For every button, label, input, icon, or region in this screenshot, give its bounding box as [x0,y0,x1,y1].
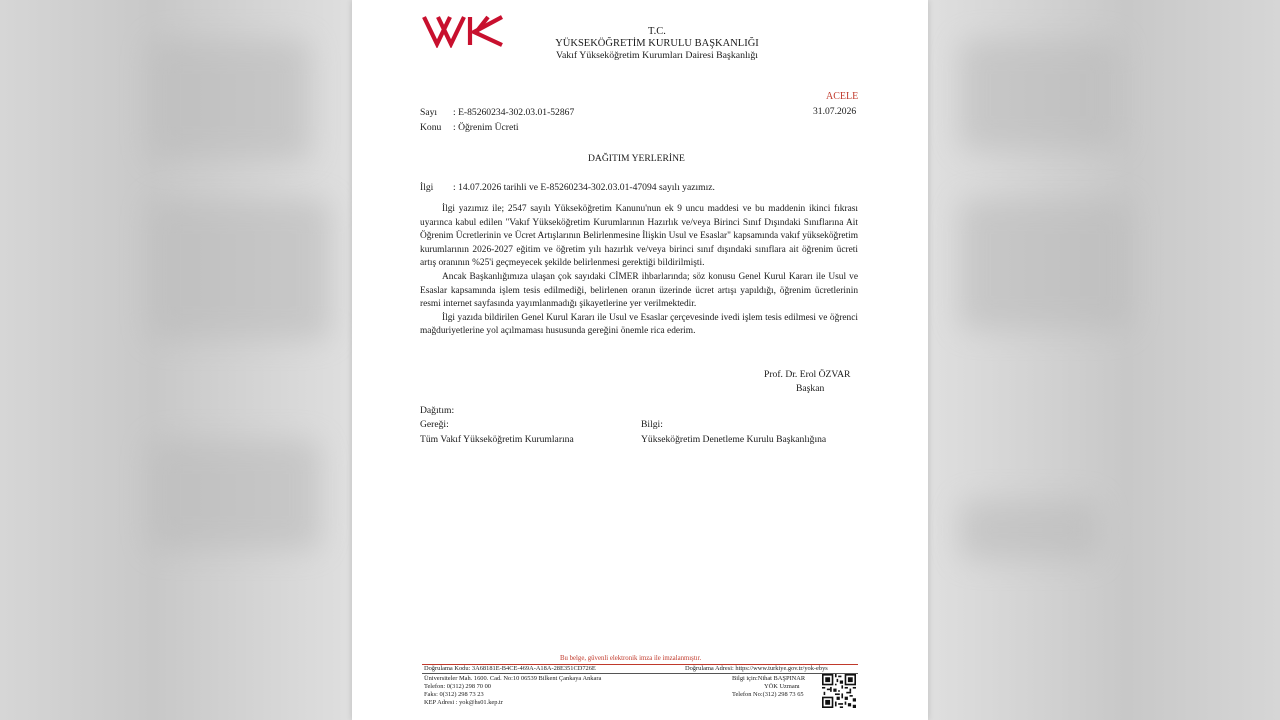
gereği-label: Gereği: [420,419,449,430]
body-paragraph: İlgi yazıda bildirilen Genel Kurul Kararı ile Usul ve Esaslar çerçevesinde ivedi işlem tesis edilmesi ve öğrenci mağduriyetlerine yol açılmaması hususunda gereğini önemle rica ederim. [420,312,858,337]
addressee: DAĞITIM YERLERİNE [588,153,685,164]
sayi-value: : E-85260234-302.03.01-52867 [453,107,575,118]
konu-value: : Öğrenim Ücreti [453,122,519,133]
footer-divider [422,673,858,674]
qr-code-icon [822,674,856,708]
background-blur-shape [960,200,1130,330]
background-blur-shape [150,40,310,160]
institution-name: YÜKSEKÖĞRETİM KURULU BAŞKANLIĞI [555,38,759,49]
document-date: 31.07.2026 [813,106,857,117]
verification-code: Doğrulama Kodu: 3A68181E-B4CE-469A-A18A-28E351CD726E [424,665,596,672]
konu-label: Konu [420,122,442,133]
office-phone: Telefon: 0(312) 298 70 00 [424,683,491,690]
bilgi-recipient: Yükseköğretim Denetleme Kurulu Başkanlığına [641,434,827,445]
verification-address: Doğrulama Adresi: https://www.turkiye.gov.tr/yok-ebys [685,665,828,672]
signatory-name: Prof. Dr. Erol ÖZVAR [764,369,851,380]
bilgi-label: Bilgi: [641,419,663,430]
ilgi-label: İlgi [420,182,434,193]
ilgi-value: : 14.07.2026 tarihli ve E-85260234-302.03.01-47094 sayılı yazımız. [453,182,715,193]
gereği-recipient: Tüm Vakıf Yükseköğretim Kurumlarına [420,434,574,445]
letter-body [420,203,858,339]
body-paragraph: İlgi yazımız ile; 2547 sayılı Yükseköğretim Kanunu'nun ek 9 uncu maddesi ve bu maddenin ikinci fıkrası uyarınca kabul edilen "Vakıf Yükseköğretim Kurumlarının Hazırlık ve/veya Birinci Sınıf Dışındaki Sınıflarına Ait Öğrenim Ücretlerinin ve Ücret Artışlarının Belirlenmesine İlişkin Usul ve Esaslar" kapsamında vakıf yükseköğretim kurumlarının 2026-2027 eğitim ve öğretim yılı hazırlık ve/veya birinci sınıf dışındaki sınıflara ait öğrenim ücreti artış oranının %25'i geçmeyecek şekilde belirlenmesi gerektiği bildirilmişti. [420,204,858,269]
contact-person: Bilgi için:Nihat BAŞPINAR [732,675,806,682]
office-fax: Faks: 0(312) 298 73 23 [424,691,484,698]
distribution-label: Dağıtım: [420,405,455,416]
background-blur-shape [150,440,320,550]
urgency-label: ACELE [826,91,859,102]
office-address: Üniversiteler Mah. 1600. Cad. No:10 06539 Bilkent Çankaya Ankara [424,675,602,682]
background-blur-shape [150,200,330,340]
background-blur-shape [960,500,1100,560]
body-paragraph: Ancak Başkanlığımıza ulaşan çok sayıdaki CİMER ihbarlarında; söz konusu Genel Kurul Kararı ile Usul ve Esaslar kapsamında işlem tesis edilmediği, belirlenen oranın üzerinde ücret artışı yapıldığı, öğrenim ücretlerinin resmi internet sayfasında yayımlanmadığı şikayetlerine yer verilmektedir. [420,271,858,310]
header-line1: T.C. [648,26,666,37]
document-page [352,0,928,720]
kep-address: KEP Adresi : yok@hs01.kep.tr [424,699,503,706]
department-name: Vakıf Yükseköğretim Kurumları Dairesi Başkanlığı [555,50,759,61]
contact-title: YÖK Uzmanı [764,683,800,690]
yok-logo [422,14,508,48]
esign-notice: Bu belge, güvenli elektronik imza ile imzalanmıştır. [560,655,702,662]
contact-phone: Telefon No:(312) 298 73 65 [732,691,804,698]
signatory-title: Başkan [796,383,825,394]
background-blur-shape [960,40,1120,150]
sayi-label: Sayı [420,107,438,118]
